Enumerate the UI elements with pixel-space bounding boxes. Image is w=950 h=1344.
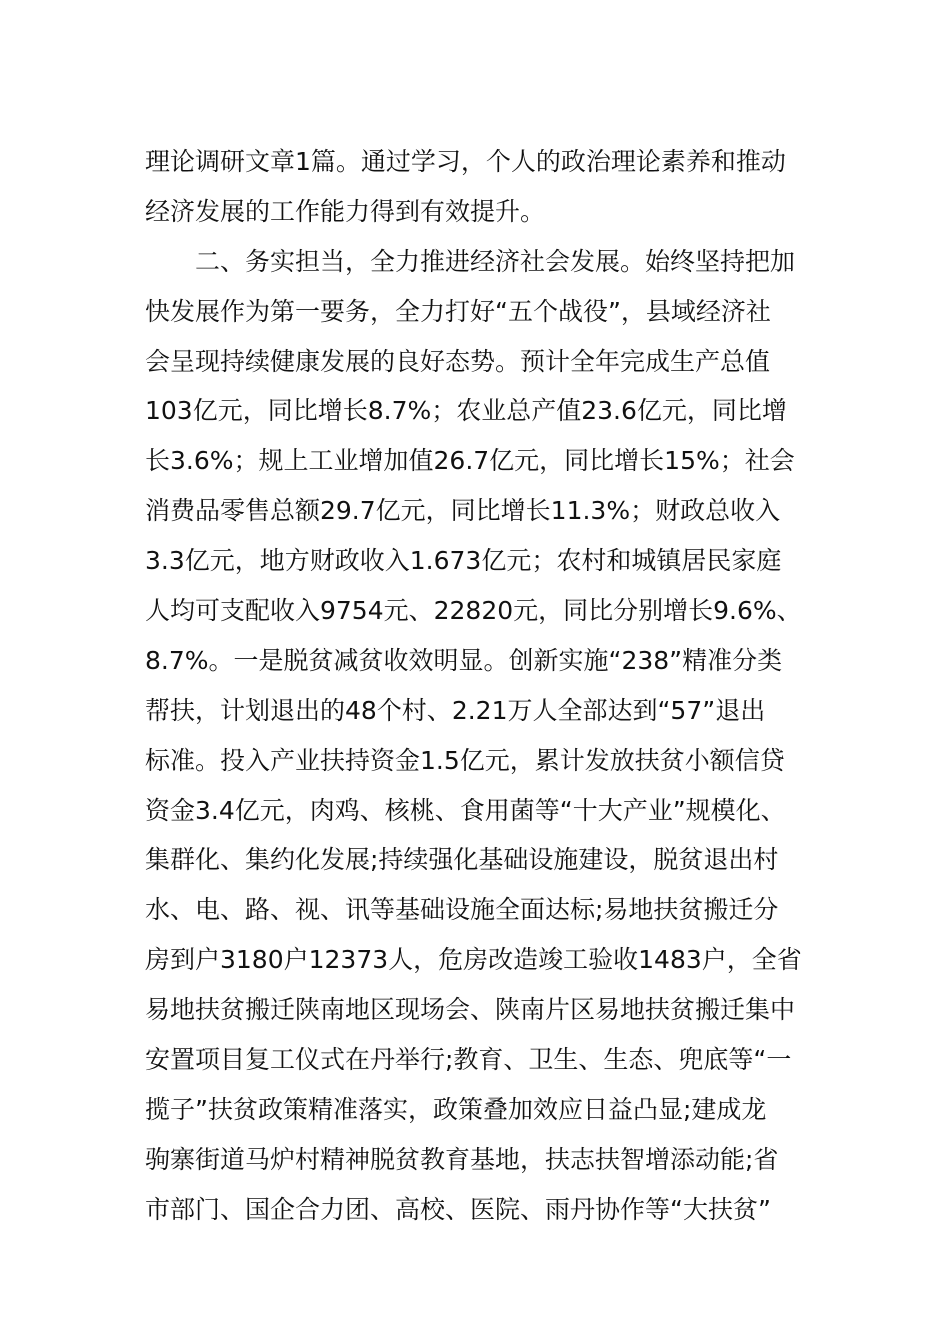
text-line: 人均可支配收入9754元、22820元，同比分别增长9.6%、 (145, 596, 802, 625)
text-line: 会呈现持续健康发展的良好态势。预计全年完成生产总值 (145, 347, 771, 376)
text-line: 103亿元，同比增长8.7%；农业总产值23.6亿元，同比增 (145, 396, 787, 425)
text-line: 快发展作为第一要务，全力打好“五个战役”，县域经济社 (145, 297, 771, 326)
text-line: 水、电、路、视、讯等基础设施全面达标;易地扶贫搬迁分 (145, 895, 779, 924)
text-line: 资金3.4亿元，肉鸡、核桃、食用菌等“十大产业”规模化、 (145, 796, 786, 825)
text-line: 消费品零售总额29.7亿元，同比增长11.3%；财政总收入 (145, 496, 781, 525)
text-line: 3.3亿元，地方财政收入1.673亿元；农村和城镇居民家庭 (145, 546, 782, 575)
text-line: 驹寨街道马炉村精神脱贫教育基地，扶志扶智增添动能;省 (145, 1145, 779, 1174)
text-line: 标准。投入产业扶持资金1.5亿元，累计发放扶贫小额信贷 (145, 746, 785, 775)
text-line: 易地扶贫搬迁陕南地区现场会、陕南片区易地扶贫搬迁集中 (145, 995, 796, 1024)
text-line: 经济发展的工作能力得到有效提升。 (145, 197, 546, 226)
text-line: 帮扶，计划退出的48个村、2.21万人全部达到“57”退出 (145, 696, 766, 725)
text-line: 揽子”扶贫政策精准落实，政策叠加效应日益凸显;建成龙 (145, 1095, 767, 1124)
text-line: 安置项目复工仪式在丹举行;教育、卫生、生态、兜底等“一 (145, 1045, 792, 1074)
text-line: 房到户3180户12373人，危房改造竣工验收1483户，全省 (145, 945, 802, 974)
paragraph-heading-line: 二、务实担当，全力推进经济社会发展。始终坚持把加 (145, 247, 796, 276)
text-line: 长3.6%；规上工业增加值26.7亿元，同比增长15%；社会 (145, 446, 795, 475)
text-line: 理论调研文章1篇。通过学习，个人的政治理论素养和推动 (145, 147, 786, 176)
text-line: 集群化、集约化发展;持续强化基础设施建设，脱贫退出村 (145, 845, 779, 874)
text-line: 8.7%。一是脱贫减贫收效明显。创新实施“238”精准分类 (145, 646, 783, 675)
text-line: 市部门、国企合力团、高校、医院、雨丹协作等“大扶贫” (145, 1195, 771, 1224)
